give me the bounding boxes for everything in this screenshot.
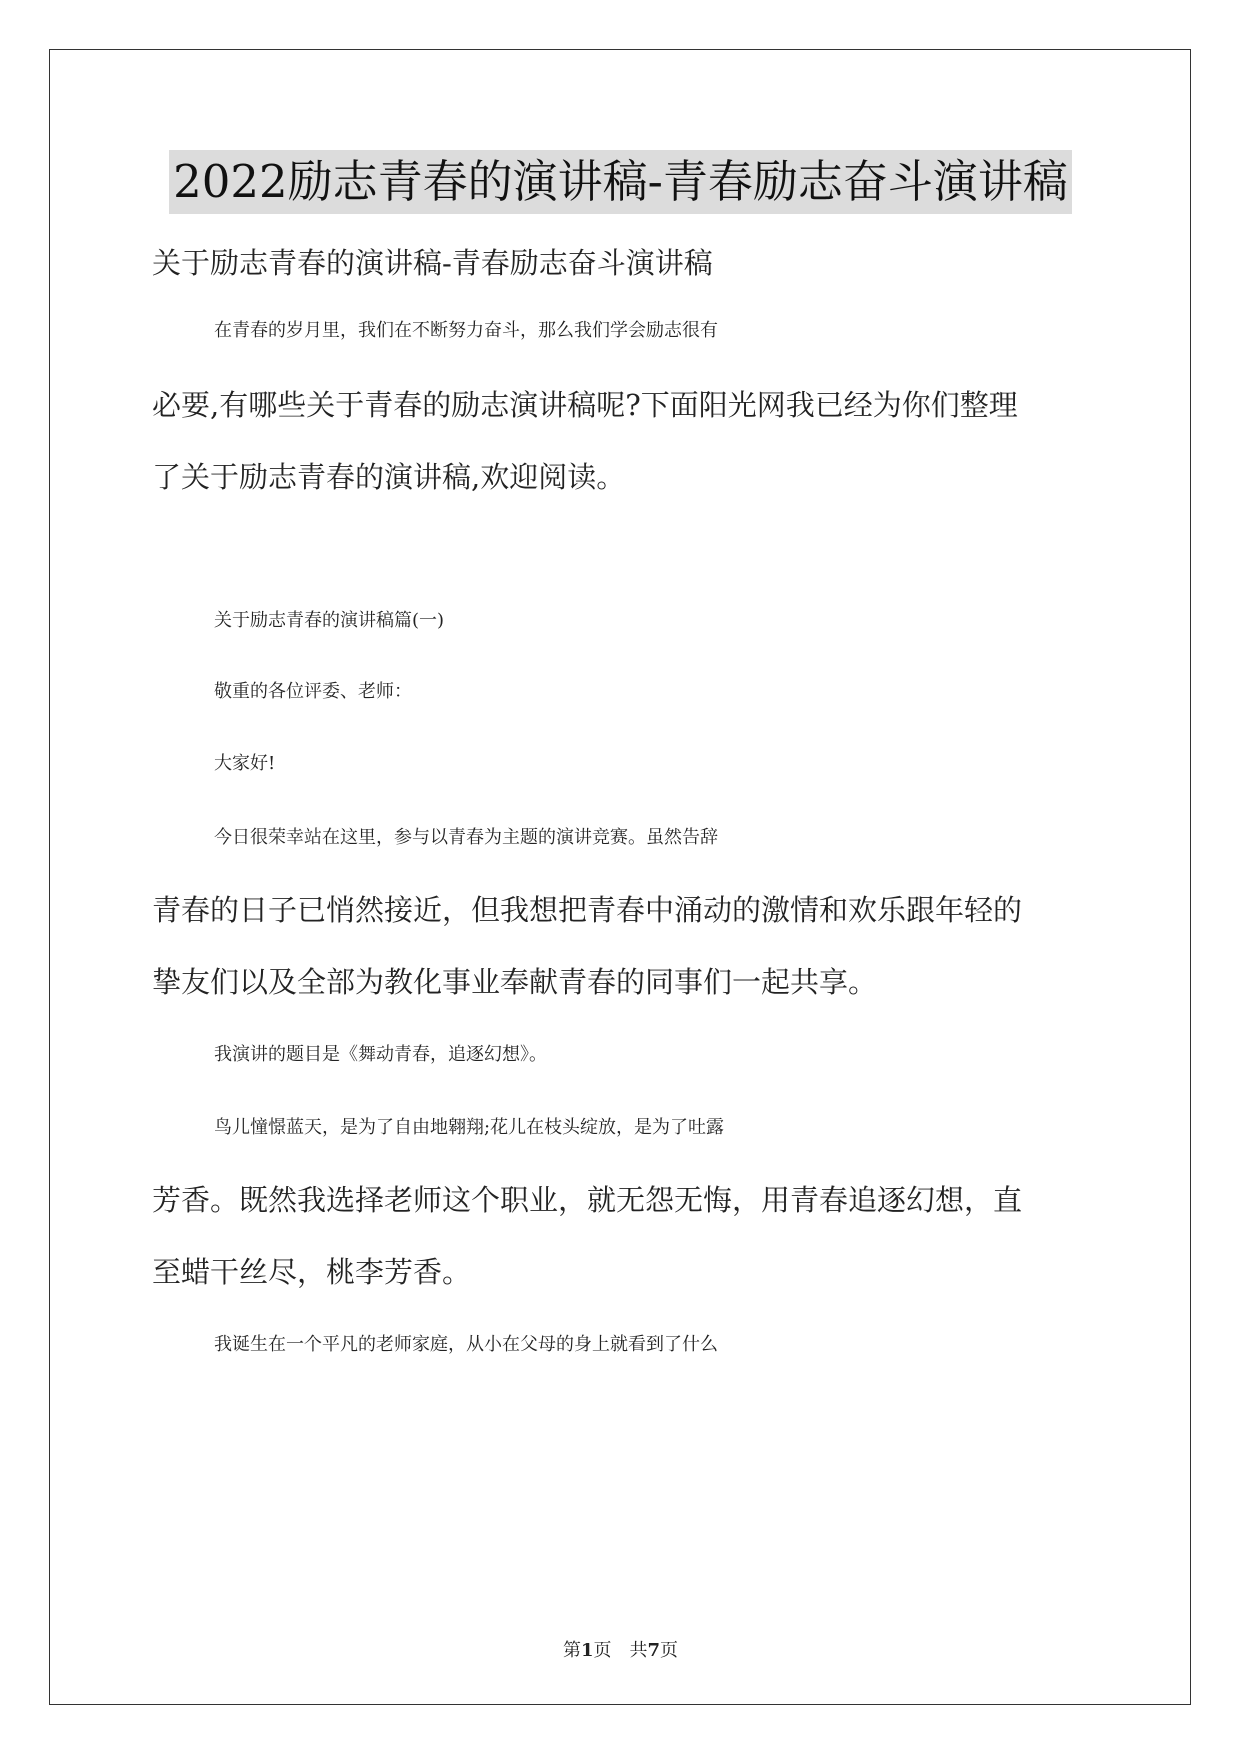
document-title: 2022励志青春的演讲稿-青春励志奋斗演讲稿	[169, 150, 1072, 214]
greeting-line: 大家好!	[214, 753, 276, 774]
salutation-line: 敬重的各位评委、老师：	[214, 681, 412, 702]
paragraph-line: 青春的日子已悄然接近，但我想把青春中涌动的激情和欢乐跟年轻的	[152, 893, 1023, 927]
paragraph-line: 鸟儿憧憬蓝天，是为了自由地翱翔;花儿在枝头绽放，是为了吐露	[214, 1117, 725, 1138]
paragraph-line: 我演讲的题目是《舞动青春，追逐幻想》。	[214, 1044, 547, 1065]
paragraph-line: 在青春的岁月里，我们在不断努力奋斗，那么我们学会励志很有	[214, 320, 718, 341]
footer-page-suffix: 页	[660, 1640, 679, 1661]
paragraph-line: 至蜡干丝尽，桃李芳香。	[152, 1255, 472, 1289]
paragraph-line: 必要,有哪些关于青春的励志演讲稿呢?下面阳光网我已经为你们整理	[152, 388, 1018, 422]
paragraph-line: 我诞生在一个平凡的老师家庭，从小在父母的身上就看到了什么	[214, 1334, 718, 1355]
paragraph-line: 了关于励志青春的演讲稿,欢迎阅读。	[152, 460, 626, 494]
footer-page-current: 1	[580, 1640, 594, 1661]
footer-page-prefix: 第	[562, 1640, 581, 1661]
section-heading: 关于励志青春的演讲稿篇(一)	[214, 610, 445, 631]
page-border	[49, 49, 1191, 1705]
subtitle-line: 关于励志青春的演讲稿-青春励志奋斗演讲稿	[152, 246, 713, 280]
footer-page-mid: 页 共	[593, 1640, 648, 1661]
paragraph-line: 芳香。既然我选择老师这个职业，就无怨无悔，用青春追逐幻想，直	[152, 1183, 1023, 1217]
title-container	[0, 150, 1241, 214]
paragraph-line: 今日很荣幸站在这里，参与以青春为主题的演讲竞赛。虽然告辞	[214, 827, 718, 848]
page-footer	[0, 1636, 1241, 1662]
paragraph-line: 挚友们以及全部为教化事业奉献青春的同事们一起共享。	[152, 965, 878, 999]
footer-page-total: 7	[647, 1640, 661, 1661]
